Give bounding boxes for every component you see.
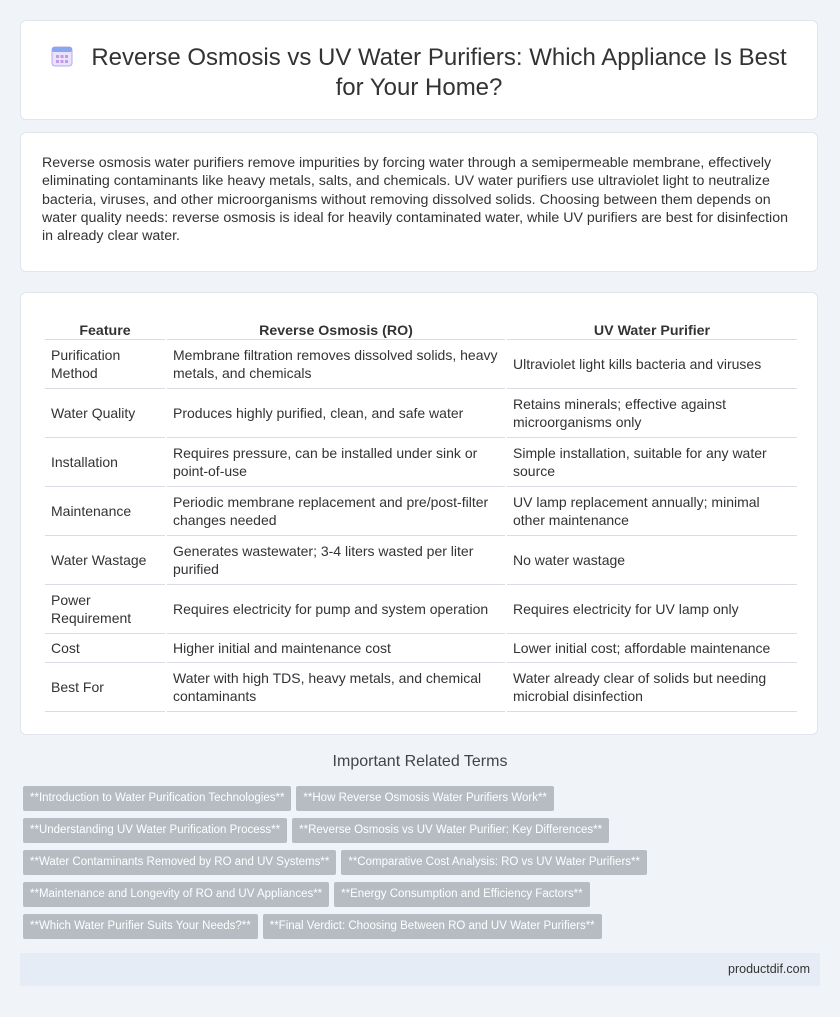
- comparison-table: [43, 317, 799, 712]
- related-term-link[interactable]: **Which Water Purifier Suits Your Needs?**: [23, 914, 258, 939]
- intro-card: [20, 132, 818, 272]
- ro-cell: Periodic membrane replacement and pre/post-filter changes needed: [167, 487, 505, 536]
- tag-row: [23, 818, 614, 843]
- header-ro: Reverse Osmosis (RO): [167, 317, 505, 340]
- uv-cell: UV lamp replacement annually; minimal other maintenance: [507, 487, 797, 536]
- related-term-link[interactable]: **Maintenance and Longevity of RO and UV Appliances**: [23, 882, 329, 907]
- tag-row: [23, 914, 607, 939]
- feature-cell: Installation: [45, 438, 165, 487]
- comparison-card: [20, 292, 818, 735]
- uv-cell: Water already clear of solids but needing microbial disinfection: [507, 663, 797, 712]
- title-line-2: for Your Home?: [335, 74, 503, 101]
- related-terms-heading: Important Related Terms: [332, 753, 508, 770]
- title-card: [20, 20, 818, 120]
- feature-cell: Power Requirement: [45, 585, 165, 634]
- tag-row: [23, 882, 595, 907]
- table-row: [45, 663, 797, 712]
- ro-cell: Water with high TDS, heavy metals, and chemical contaminants: [167, 663, 505, 712]
- intro-paragraph: Reverse osmosis water purifiers remove impurities by forcing water through a semipermeable membrane, effectively eliminating contaminants like heavy metals, salts, and chemicals. UV water purifiers use ultraviolet light to neutralize bacteria, viruses, and other microorganisms without removing dissolved solids. Choosing between them depends on water quality needs: reverse osmosis is ideal for heavily contaminated water, while UV purifiers are best for disinfection in already clear water.: [42, 155, 788, 245]
- feature-cell: Maintenance: [45, 487, 165, 536]
- table-row: [45, 340, 797, 389]
- uv-cell: Requires electricity for UV lamp only: [507, 585, 797, 634]
- ro-cell: Higher initial and maintenance cost: [167, 634, 505, 663]
- feature-cell: Water Wastage: [45, 536, 165, 585]
- table-row: [45, 438, 797, 487]
- header-uv: UV Water Purifier: [507, 317, 797, 340]
- related-term-link[interactable]: **How Reverse Osmosis Water Purifiers Work**: [296, 786, 553, 811]
- related-term-link[interactable]: **Understanding UV Water Purification Process**: [23, 818, 287, 843]
- feature-cell: Cost: [45, 634, 165, 663]
- table-row: [45, 389, 797, 438]
- table-row: [45, 585, 797, 634]
- related-term-link[interactable]: **Comparative Cost Analysis: RO vs UV Water Purifiers**: [341, 850, 647, 875]
- calendar-icon: [51, 45, 73, 67]
- table-header-row: [45, 317, 797, 340]
- uv-cell: No water wastage: [507, 536, 797, 585]
- feature-cell: Purification Method: [45, 340, 165, 389]
- feature-cell: Best For: [45, 663, 165, 712]
- tag-row: [23, 850, 652, 875]
- related-term-link[interactable]: **Energy Consumption and Efficiency Factors**: [334, 882, 589, 907]
- title-line-1: Reverse Osmosis vs UV Water Purifiers: Which Appliance Is Best: [91, 44, 787, 71]
- tag-row: [23, 786, 559, 811]
- ro-cell: Membrane filtration removes dissolved solids, heavy metals, and chemicals: [167, 340, 505, 389]
- ro-cell: Requires pressure, can be installed under sink or point-of-use: [167, 438, 505, 487]
- related-term-link[interactable]: **Water Contaminants Removed by RO and UV Systems**: [23, 850, 336, 875]
- related-term-link[interactable]: **Final Verdict: Choosing Between RO and UV Water Purifiers**: [263, 914, 602, 939]
- table-row: [45, 487, 797, 536]
- page-title: [21, 43, 817, 103]
- related-term-link[interactable]: **Reverse Osmosis vs UV Water Purifier: Key Differences**: [292, 818, 609, 843]
- footer-bar: [20, 953, 820, 986]
- uv-cell: Simple installation, suitable for any water source: [507, 438, 797, 487]
- uv-cell: Ultraviolet light kills bacteria and viruses: [507, 340, 797, 389]
- ro-cell: Produces highly purified, clean, and safe water: [167, 389, 505, 438]
- header-feature: Feature: [45, 317, 165, 340]
- ro-cell: Requires electricity for pump and system operation: [167, 585, 505, 634]
- uv-cell: Lower initial cost; affordable maintenance: [507, 634, 797, 663]
- uv-cell: Retains minerals; effective against microorganisms only: [507, 389, 797, 438]
- ro-cell: Generates wastewater; 3-4 liters wasted per liter purified: [167, 536, 505, 585]
- related-term-link[interactable]: **Introduction to Water Purification Technologies**: [23, 786, 291, 811]
- site-name[interactable]: productdif.com: [728, 962, 810, 976]
- feature-cell: Water Quality: [45, 389, 165, 438]
- table-row: [45, 536, 797, 585]
- table-row: [45, 634, 797, 663]
